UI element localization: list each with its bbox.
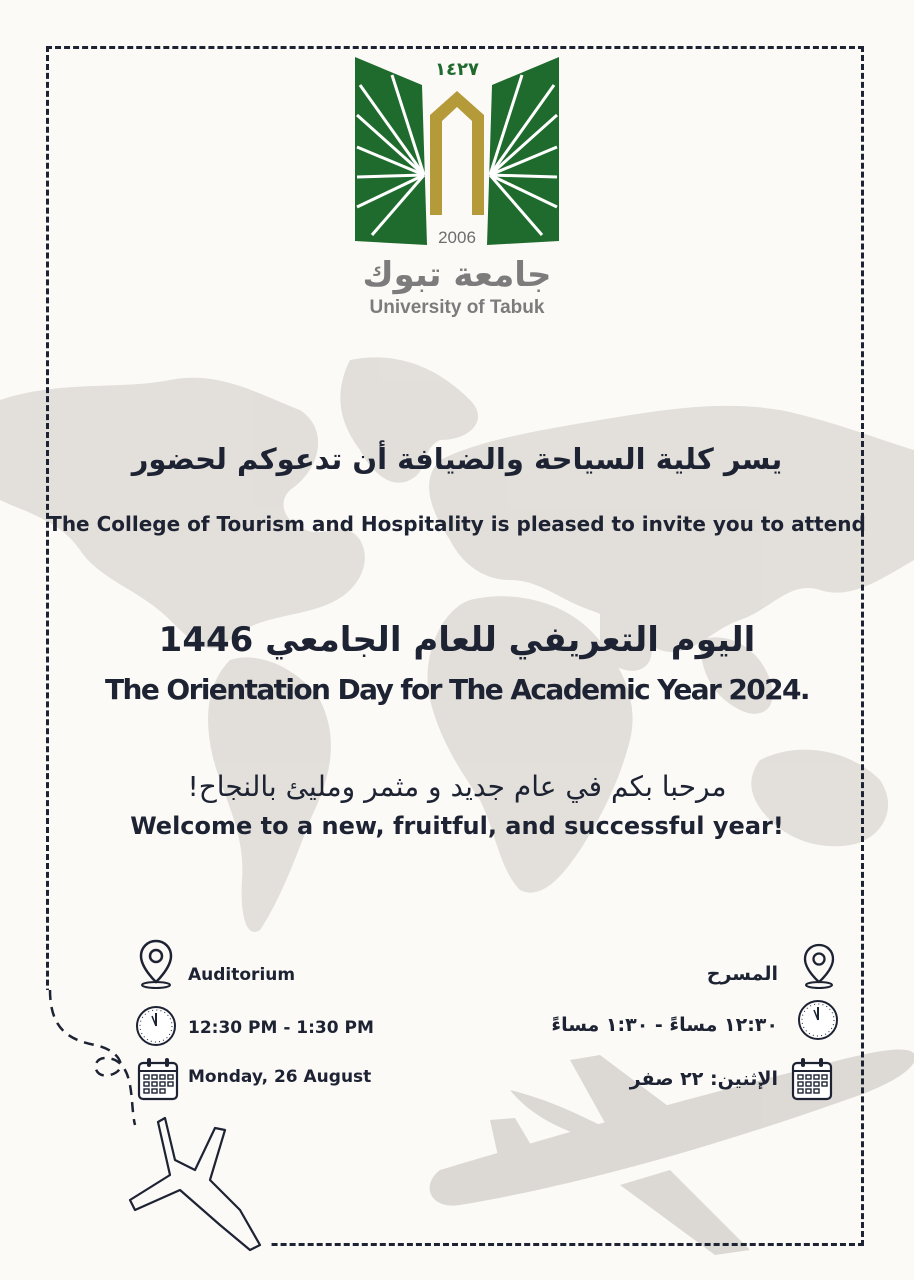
location-pin-icon	[802, 942, 836, 990]
university-logo	[352, 55, 562, 320]
logo-name-english: University of Tabuk	[369, 297, 545, 318]
time-english: 12:30 PM - 1:30 PM	[188, 1018, 374, 1038]
calendar-icon	[136, 1056, 180, 1102]
svg-text:١٤٢٧: ١٤٢٧	[435, 59, 479, 80]
location-arabic: المسرح	[706, 963, 778, 985]
logo-emblem-icon	[352, 55, 562, 255]
clock-icon	[796, 998, 840, 1042]
date-english: Monday, 26 August	[188, 1067, 372, 1087]
time-arabic: ١٢:٣٠ مساءً - ١:٣٠ مساءً	[551, 1014, 778, 1036]
invitation-english: The College of Tourism and Hospitality is pleased to invite you to attend	[48, 512, 866, 536]
location-english: Auditorium	[188, 965, 296, 985]
event-title-arabic: اليوم التعريفي للعام الجامعي 1446	[158, 620, 756, 660]
invitation-arabic: يسر كلية السياحة والضيافة أن تدعوكم لحضور	[131, 442, 783, 476]
welcome-english: Welcome to a new, fruitful, and successful year!	[130, 812, 784, 840]
event-title-english: The Orientation Day for The Academic Year 2024.	[105, 673, 809, 706]
logo-name-arabic: جامعة تبوك	[362, 255, 552, 295]
svg-text:2006: 2006	[438, 228, 476, 247]
welcome-arabic: مرحبا بكم في عام جديد و مثمر ومليئ بالنجاح!	[187, 770, 727, 803]
location-pin-icon	[138, 938, 174, 990]
calendar-icon	[790, 1056, 834, 1102]
date-arabic: الإثنين: ٢٢ صفر	[629, 1068, 778, 1090]
clock-icon	[134, 1004, 178, 1048]
